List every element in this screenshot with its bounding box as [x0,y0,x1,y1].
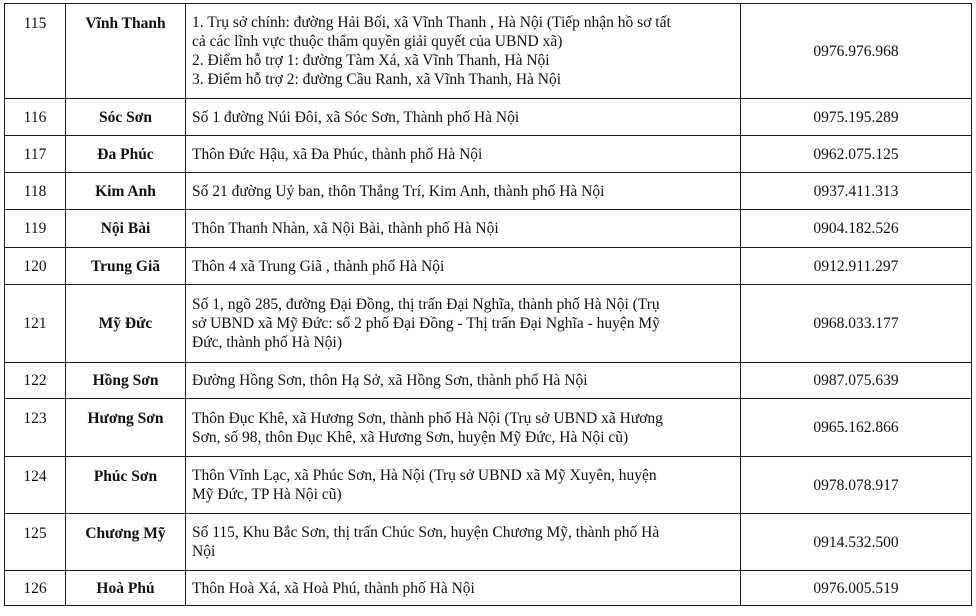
row-number: 117 [5,136,66,173]
row-number: 123 [5,399,66,457]
address-cell [186,4,741,99]
address-cell [186,571,741,606]
address-cell [186,514,741,571]
row-number: 124 [5,457,66,514]
phone-number: 0914.532.500 [741,514,972,571]
address-line: Số 1, ngõ 285, đường Đại Đồng, thị trấn Đại Nghĩa, thành phố Hà Nội (Trụ [192,296,660,313]
commune-name: Hoà Phú [66,571,186,606]
phone-number: 0976.976.968 [741,4,972,99]
row-number: 116 [5,99,66,136]
commune-name: Phúc Sơn [66,457,186,514]
table-row [5,571,972,606]
row-number: 118 [5,173,66,210]
table-row [5,99,972,136]
commune-name: Đa Phúc [66,136,186,173]
row-number: 126 [5,571,66,606]
phone-number: 0904.182.526 [741,210,972,248]
address-cell [186,136,741,173]
table-row [5,173,972,210]
phone-number: 0968.033.177 [741,285,972,363]
table-row [5,514,972,571]
phone-number: 0987.075.639 [741,363,972,399]
commune-name: Kim Anh [66,173,186,210]
address-line: 2. Điểm hỗ trợ 1: đường Tàm Xá, xã Vĩnh Thanh, Hà Nội [192,52,550,69]
address-cell [186,248,741,285]
table-row [5,248,972,285]
table-row [5,363,972,399]
address-cell [186,457,741,514]
commune-name: Mỹ Đức [66,285,186,363]
table-row [5,136,972,173]
table-row [5,4,972,99]
address-line: Số 1 đường Núi Đôi, xã Sóc Sơn, Thành phố Hà Nội [192,108,520,126]
commune-name: Sóc Sơn [66,99,186,136]
address-cell [186,173,741,210]
address-line: sở UBND xã Mỹ Đức: số 2 phố Đại Đồng - Thị trấn Đại Nghĩa - huyện Mỹ [192,315,660,332]
phone-number: 0978.078.917 [741,457,972,514]
address-line: Đức, thành phố Hà Nội) [192,334,343,351]
phone-number: 0912.911.297 [741,248,972,285]
address-line: cả các lĩnh vực thuộc thẩm quyền giải quyết của UBND xã) [192,33,563,50]
address-line: Thôn 4 xã Trung Giã , thành phố Hà Nội [192,257,445,275]
commune-name: Chương Mỹ [66,514,186,571]
address-cell [186,285,741,363]
phone-number: 0975.195.289 [741,99,972,136]
address-line: Thôn Thanh Nhàn, xã Nội Bài, thành phố Hà Nội [192,220,499,237]
address-line: Số 21 đường Uỷ ban, thôn Thắng Trí, Kim Anh, thành phố Hà Nội [192,182,605,200]
phone-number: 0962.075.125 [741,136,972,173]
row-number: 125 [5,514,66,571]
address-line: Sơn, số 98, thôn Đục Khê, xã Hương Sơn, huyện Mỹ Đức, Hà Nội cũ) [192,428,629,446]
commune-name: Nội Bài [66,210,186,248]
address-cell [186,99,741,136]
address-line: Thôn Đức Hậu, xã Đa Phúc, thành phố Hà Nội [192,145,483,163]
row-number: 122 [5,363,66,399]
commune-name: Trung Giã [66,248,186,285]
commune-name: Hồng Sơn [66,363,186,399]
address-line: Thôn Hoà Xá, xã Hoà Phú, thành phố Hà Nội [192,579,475,597]
commune-name: Vĩnh Thanh [66,4,186,99]
row-number: 120 [5,248,66,285]
address-cell [186,399,741,457]
address-line: 1. Trụ sở chính: đường Hải Bối, xã Vĩnh Thanh , Hà Nội (Tiếp nhận hồ sơ tất [192,14,671,31]
office-contact-table [4,3,972,606]
address-line: 3. Điểm hỗ trợ 2: đường Cầu Ranh, xã Vĩnh Thanh, Hà Nội [192,71,562,88]
commune-name: Hương Sơn [66,399,186,457]
address-cell [186,210,741,248]
phone-number: 0976.005.519 [741,571,972,606]
phone-number: 0937.411.313 [741,173,972,210]
address-line: Số 115, Khu Bắc Sơn, thị trấn Chúc Sơn, huyện Chương Mỹ, thành phố Hà [192,524,660,541]
address-line: Đường Hồng Sơn, thôn Hạ Sở, xã Hồng Sơn, thành phố Hà Nội [192,372,588,389]
address-line: Thôn Vĩnh Lạc, xã Phúc Sơn, Hà Nội (Trụ sở UBND xã Mỹ Xuyên, huyện [192,467,657,484]
address-line: Thôn Đục Khê, xã Hương Sơn, thành phố Hà Nội (Trụ sở UBND xã Hương [192,409,663,427]
table-row [5,285,972,363]
address-line: Mỹ Đức, TP Hà Nội cũ) [192,486,342,503]
row-number: 121 [5,285,66,363]
row-number: 115 [5,4,66,99]
address-line: Nội [192,543,216,560]
phone-number: 0965.162.866 [741,399,972,457]
table-row [5,210,972,248]
row-number: 119 [5,210,66,248]
table-row [5,457,972,514]
table-row [5,399,972,457]
address-cell [186,363,741,399]
